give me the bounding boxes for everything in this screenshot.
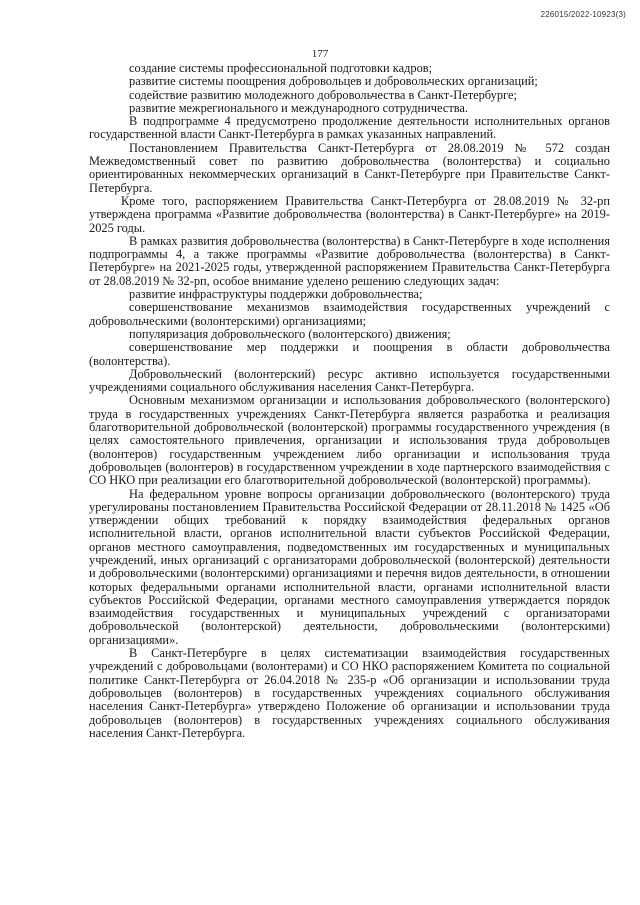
list-item: содействие развитию молодежного добровольчества в Санкт-Петербурге; [129, 87, 517, 102]
paragraph: В рамках развития добровольчества (волонтерства) в Санкт-Петербурге в ходе исполнения подпрограммы 4, а также программы «Развитие добровольчества (волонтерства) в Санкт-Петербурге» на 2021-2025 годы, утвержденной распоряжением Правительства Санкт-Петербурга от 28.08.2019 № 32-рп, особое внимание уделено решению следующих задач: [89, 233, 610, 288]
list-item: развитие инфраструктуры поддержки добровольчества; [129, 287, 423, 302]
paragraph: В Санкт-Петербурге в целях систематизации взаимодействия государственных учреждений с добровольцами (волонтерами) и СО НКО распоряжением Комитета по социальной политике Санкт-Петербурга от 26.04.2018 № 235-р «Об организации и использовании труда добровольцев (волонтеров) в государственных учреждениях социального обслуживания населения Санкт-Петербурга» утверждено Положение об организации и использовании труда добровольцев (волонтеров) в государственных учреждениях социального обслуживания населения Санкт-Петербурга. [89, 646, 610, 740]
list-item: создание системы профессиональной подготовки кадров; [129, 61, 433, 75]
list-item: развитие межрегионального и международного сотрудничества. [129, 100, 469, 115]
list-item: популяризация добровольческого (волонтерского) движения; [129, 326, 451, 341]
document-id: 226015/2022-10923(3) [540, 10, 626, 19]
paragraph: В подпрограмме 4 предусмотрено продолжение деятельности исполнительных органов государственной власти Санкт-Петербурга в рамках указанных направлений. [89, 114, 610, 142]
paragraph: На федеральном уровне вопросы организации добровольческого (волонтерского) труда урегулированы постановлением Правительства Российской Федерации от 28.11.2018 № 1425 «Об утверждении общих требований к порядку взаимодействия федеральных органов исполнительной власти, органов исполнительной власти субъектов Российской Федерации, органов местного самоуправления, подведомственных им государственных и муниципальных учреждений, иных организаций с организаторами добровольческой (волонтерской) деятельности и добровольческими (волонтерскими) организациями и перечня видов деятельности, в отношении которых федеральными органами исполнительной власти, органами исполнительной власти субъектов Российской Федерации, органами местного самоуправления утверждается порядок взаимодействия государственных и муниципальных учреждений с организаторами добровольческой (волонтерской) деятельности, добровольческими (волонтерскими) организациями». [89, 486, 610, 647]
page-number: 177 [311, 48, 329, 60]
list-item: развитие системы поощрения добровольцев и добровольческих организаций; [129, 74, 538, 89]
paragraph: Постановлением Правительства Санкт-Петербурга от 28.08.2019 № 572 создан Межведомственный совет по развитию добровольчества (волонтерства) и социально ориентированных некоммерческих организаций в Санкт-Петербурге при Правительстве Санкт-Петербурга. [89, 140, 610, 195]
paragraph: Основным механизмом организации и использования добровольческого (волонтерского) труда в государственных учреждениях Санкт-Петербурга является разработка и реализация благотворительной добровольческой (волонтерской) программы государственного учреждения (в целях самостоятельного привлечения, организации и использования труда добровольцев (волонтеров) государственным учреждением либо организации и использования труда добровольцев (волонтеров) в государственном учреждении в ходе партнерского взаимодействия с СО НКО при реализации его благотворительной добровольческой (волонтерской) программы). [89, 393, 610, 488]
list-item: совершенствование мер поддержки и поощрения в области добровольчества (волонтерства). [89, 340, 610, 368]
document-body [89, 62, 610, 740]
list-item: совершенствование механизмов взаимодействия государственных учреждений с добровольческими (волонтерскими) организациями; [89, 300, 610, 328]
paragraph: Добровольческий (волонтерский) ресурс активно используется государственными учреждениями социального обслуживания населения Санкт-Петербурга. [89, 366, 610, 395]
paragraph: Кроме того, распоряжением Правительства Санкт-Петербурга от 28.08.2019 № 32-рп утверждена программа «Развитие добровольчества (волонтерства) в Санкт-Петербурге» на 2019-2025 годы. [89, 193, 610, 235]
